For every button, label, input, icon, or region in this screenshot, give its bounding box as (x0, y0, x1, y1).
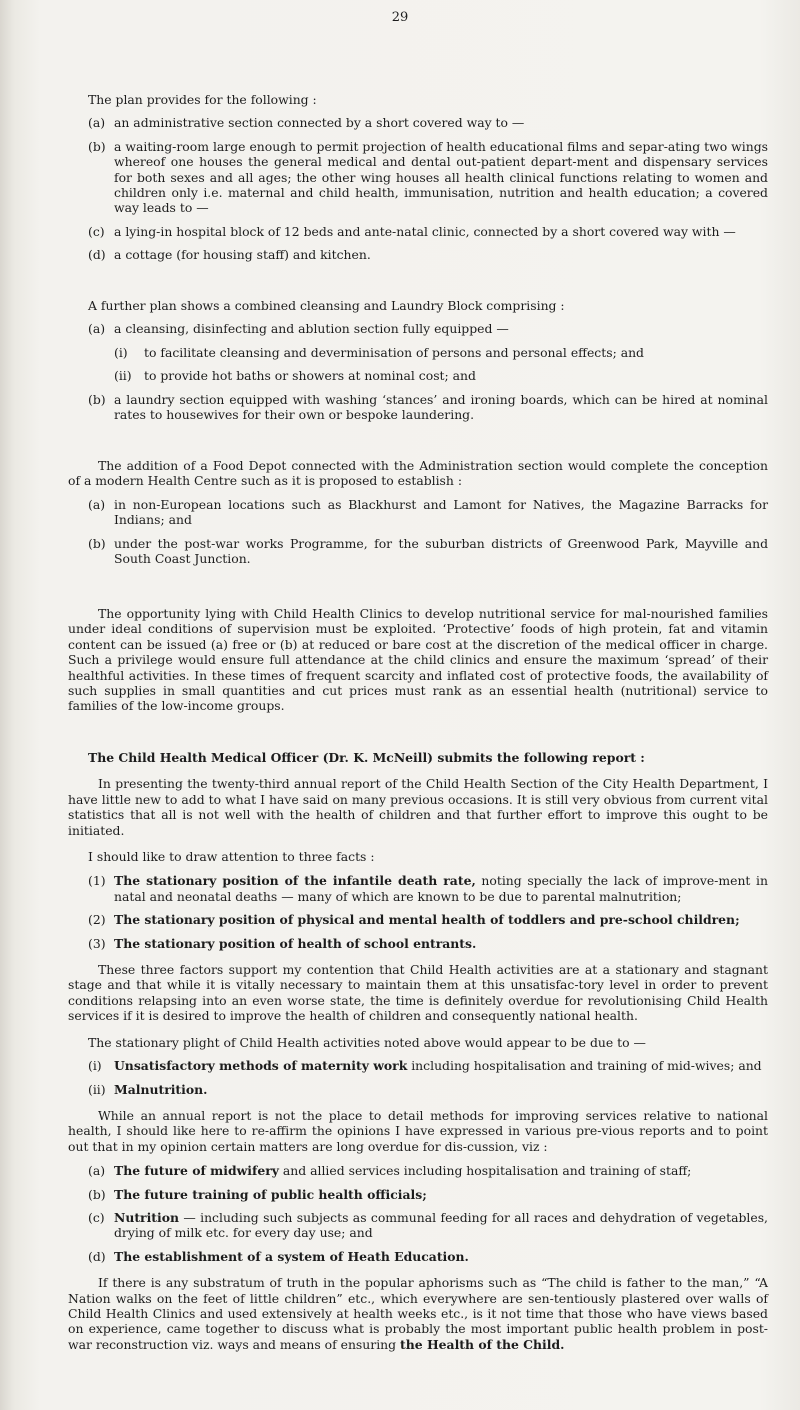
item-label: (2) (88, 912, 106, 928)
item-text: The establishment of a system of Heath Education. (114, 1248, 469, 1264)
report-section (68, 750, 768, 1352)
location-item (88, 497, 768, 528)
causes-intro: The stationary plight of Child Health activities noted above would appear to be due to — (88, 1034, 646, 1050)
plan-item (88, 115, 768, 130)
item-text: The future training of public health officials; (114, 1186, 427, 1202)
matter-item (88, 1187, 768, 1202)
food-depot-section (68, 458, 768, 566)
item-text: The stationary position of physical and mental health of toddlers and pre-school children; (114, 912, 740, 928)
nutrition-paragraph: The opportunity lying with Child Health Clinics to develop nutritional service for mal-nourished families under ideal conditions of supervision must be exploited. ‘Protective’ foods of high protein, fat and vitamin content can be issued (a) free or (b) at reduced or bare cost at the discretion of the medical officer in charge. Such a privilege would ensure full attendance at the child clinics and ensure the maximum ‘spread’ of their healthful activities. In these times of frequent scarcity and inflated cost of protective foods, the availability of such supplies in small quantities and cut prices must rank as an essential health (nutritional) service to families of the low-income groups. (68, 606, 768, 714)
plan-item (88, 139, 768, 216)
item-text: Unsatisfactory methods of maternity work including hospitalisation and training of mid-wives; and (114, 1058, 762, 1074)
report-heading: The Child Health Medical Officer (Dr. K. McNeill) submits the following report : (88, 750, 645, 765)
item-text: in non-European locations such as Blackhurst and Lamont for Natives, the Magazine Barracks for Indians; and (114, 496, 768, 528)
item-label: (b) (88, 138, 106, 154)
item-label: (b) (88, 1186, 106, 1202)
item-label: (a) (88, 496, 106, 512)
laundry-intro: A further plan shows a combined cleansing and Laundry Block comprising : (88, 298, 565, 313)
report-paragraph: In presenting the twenty-third annual report of the Child Health Section of the City Health Department, I have little new to add to what I have said on many previous occasions. It is still very obvious from current vital statistics that all is not well with the health of children and that further effort to improve this ought to be initiated. (68, 776, 768, 838)
item-text: to provide hot baths or showers at nominal cost; and (144, 368, 476, 384)
item-label: (a) (88, 321, 106, 337)
facts-intro: I should like to draw attention to three facts : (88, 849, 375, 865)
item-label: (d) (88, 1248, 106, 1264)
report-paragraph: While an annual report is not the place to detail methods for improving services relative to national health, I should like here to re-affirm the opinions I have expressed in various pre-vious reports and to point out that in my opinion certain matters are long overdue for dis-cussion, viz : (68, 1107, 768, 1154)
item-text: Malnutrition. (114, 1081, 208, 1097)
closing-paragraph: If there is any substratum of truth in the popular aphorisms such as “The child is father to the man,” “A Nation walks on the feet of little children” etc., which everywhere are sen-tentiously plastered over walls of Child Health Clinics and used extensively at health weeks etc., is it not time that those who have views based on experience, came together to discuss what is probably the most important public health problem in post-war reconstruction viz. ways and means of ensuring the Health of the Child. (68, 1275, 768, 1352)
item-text: The stationary position of the infantile death rate, noting specially the lack of improve-ment in natal and neonatal deaths — many of which are known to be due to parental malnutrition; (114, 873, 768, 904)
item-text: Nutrition — including such subjects as communal feeding for all races and dehydration of vegetables, drying of milk etc. for every day use; and (114, 1209, 768, 1241)
item-text: a waiting-room large enough to permit projection of health educational films and separ-ating two wings whereof one houses the general medical and dental out-patient depart-ment and dispensary services for both sexes and all ages; the other wing houses all health clinical functions relating to women and children only i.e. maternal and child health, immunisation, nutrition and health education; a covered way leads to — (114, 138, 768, 216)
page-number: 29 (391, 10, 409, 25)
plan-section (68, 92, 768, 263)
cause-item (88, 1082, 768, 1097)
plan-intro: The plan provides for the following : (88, 92, 317, 107)
fact-item (88, 936, 768, 951)
location-item (88, 536, 768, 567)
item-text: under the post-war works Programme, for the suburban districts of Greenwood Park, Mayville and South Coast Junction. (114, 535, 768, 567)
item-label: (i) (88, 1058, 102, 1074)
matter-item (88, 1210, 768, 1241)
laundry-subitem (114, 345, 768, 360)
item-label: (a) (88, 115, 106, 131)
item-label: (3) (88, 935, 106, 951)
item-text: The stationary position of health of school entrants. (114, 935, 477, 951)
matter-item (88, 1163, 768, 1178)
item-label: (c) (88, 223, 105, 239)
report-paragraph: These three factors support my contention that Child Health activities are at a stationary and stagnant stage and that while it is vitally necessary to maintain them at this unsatisfac-tory level in order to prevent conditions relapsing into an even worse state, the time is definitely overdue for revolutionising Child Health services if it is desired to improve the health of children and consequently national health. (68, 962, 768, 1024)
plan-item (88, 247, 768, 262)
item-label: (a) (88, 1163, 106, 1179)
fact-item (88, 912, 768, 927)
item-text: The future of midwifery and allied services including hospitalisation and training of staff; (114, 1163, 692, 1179)
fact-item (88, 873, 768, 904)
item-text: to facilitate cleansing and deverminisation of persons and personal effects; and (144, 344, 644, 360)
item-text: a cleansing, disinfecting and ablution section fully equipped — (114, 321, 509, 337)
item-label: (d) (88, 247, 106, 263)
plan-item (88, 224, 768, 239)
item-label: (i) (114, 344, 128, 360)
item-text: a cottage (for housing staff) and kitchen. (114, 247, 371, 263)
laundry-section (68, 298, 768, 422)
laundry-item (88, 321, 768, 336)
item-label: (ii) (88, 1081, 106, 1097)
laundry-subitem (114, 368, 768, 383)
item-label: (c) (88, 1209, 105, 1225)
item-label: (1) (88, 873, 106, 889)
item-text: a lying-in hospital block of 12 beds and ante-natal clinic, connected by a short covered way with — (114, 223, 736, 239)
item-text: an administrative section connected by a short covered way to — (114, 115, 525, 131)
matter-item (88, 1249, 768, 1264)
item-label: (ii) (114, 368, 132, 384)
item-text: a laundry section equipped with washing ‘stances’ and ironing boards, which can be hired at nominal rates to housewives for their own or bespoke laundering. (114, 391, 768, 423)
item-label: (b) (88, 391, 106, 407)
item-label: (b) (88, 535, 106, 551)
cause-item (88, 1058, 768, 1073)
laundry-item (88, 392, 768, 423)
nutrition-section (68, 606, 768, 714)
food-depot-paragraph: The addition of a Food Depot connected with the Administration section would complete the conception of a modern Health Centre such as it is proposed to establish : (68, 458, 768, 489)
